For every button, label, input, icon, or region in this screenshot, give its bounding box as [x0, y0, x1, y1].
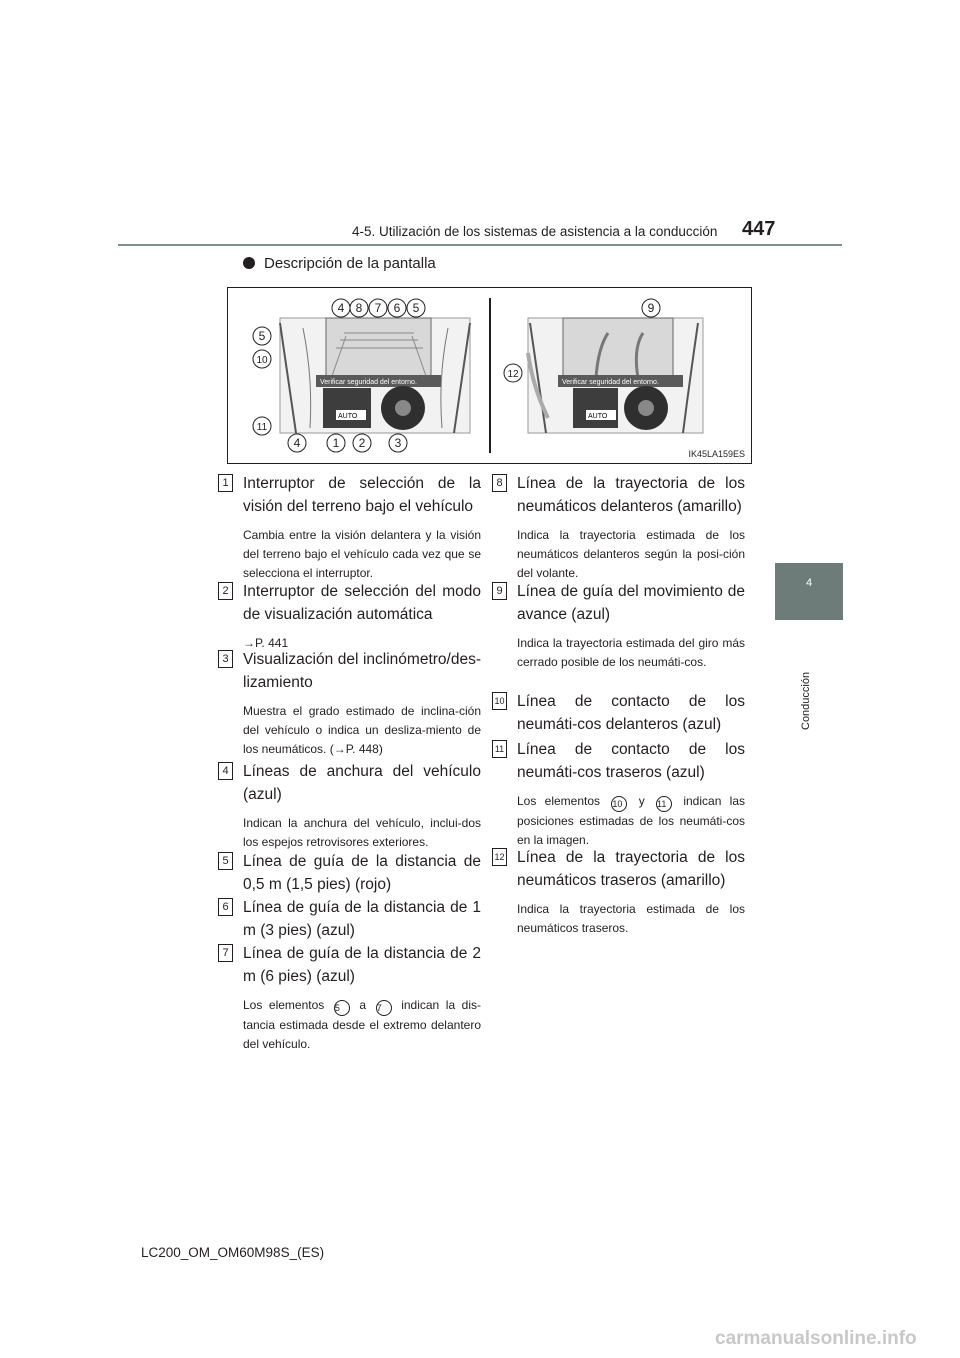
- callout-12: [504, 364, 522, 382]
- callout-10: [253, 350, 271, 368]
- item-2: [222, 580, 481, 653]
- item-9: [496, 580, 745, 672]
- item-5: [222, 850, 481, 896]
- inline-ref-7: 7: [376, 1000, 392, 1016]
- item-title: Línea de contacto de los neumáti-cos traseros (azul): [517, 741, 745, 781]
- chapter-label-text: Conducción: [800, 671, 812, 730]
- item-description: Indica la trayectoria estimada del giro más cerrado posible de los neumáti-cos.: [517, 636, 745, 669]
- item-title: Visualización del inclinómetro/des-lizamiento: [243, 651, 481, 691]
- item-description: Indica la trayectoria estimada de los neumáticos delanteros según la posi-ción del volante.: [517, 528, 745, 580]
- item-title: Línea de la trayectoria de los neumáticos delanteros (amarillo): [517, 475, 745, 515]
- svg-text:4: 4: [293, 436, 301, 450]
- right-screen-view: [528, 318, 703, 433]
- page-number: 447: [742, 218, 776, 240]
- chapter-tab: 4: [775, 563, 843, 620]
- header-divider: [118, 244, 842, 246]
- item-1: [222, 472, 481, 583]
- item-number: 2: [218, 582, 233, 600]
- item-10: [494, 690, 745, 736]
- desc-text: a: [359, 998, 367, 1012]
- left-screen-view: [280, 318, 470, 433]
- left-screen-message: Verificar seguridad del entorno.: [320, 379, 417, 386]
- bullet-title: Descripción de la pantalla: [264, 255, 436, 272]
- item-8: [496, 472, 745, 583]
- screen-figure: [227, 287, 752, 464]
- callout-3: [389, 434, 407, 452]
- figure-code: IK45LA159ES: [688, 449, 745, 459]
- svg-text:3: 3: [394, 436, 402, 450]
- svg-text:2: 2: [358, 436, 366, 450]
- item-number: 6: [218, 898, 233, 916]
- svg-text:6: 6: [393, 301, 401, 315]
- callout-4-top: [332, 299, 350, 317]
- callout-6: [388, 299, 406, 317]
- item-description: Indican la anchura del vehículo, inclui-dos los espejos retrovisores exteriores.: [243, 816, 481, 849]
- callout-9: [642, 299, 660, 317]
- item-description: Cambia entre la visión delantera y la visión del terreno bajo el vehículo cada vez que se selecciona el interruptor.: [243, 528, 481, 580]
- right-screen-message: Verificar seguridad del entorno.: [562, 379, 659, 386]
- screen-illustration: [228, 288, 751, 463]
- item-number: 3: [218, 650, 233, 668]
- callout-5-side: [253, 327, 271, 345]
- desc-text: Los elementos: [517, 794, 601, 808]
- item-title: Línea de contacto de los neumáti-cos delanteros (azul): [517, 693, 745, 733]
- callout-1: [327, 434, 345, 452]
- inline-ref-5: 5: [334, 1000, 350, 1016]
- item-description: [243, 996, 481, 1054]
- item-title: Líneas de anchura del vehículo (azul): [243, 763, 481, 803]
- item-number: 12: [492, 848, 507, 866]
- callout-4-bottom: [288, 434, 306, 452]
- svg-text:5: 5: [258, 329, 266, 343]
- svg-text:4: 4: [337, 301, 345, 315]
- desc-text: indican la dis-tancia estimada desde el extremo delantero del vehículo.: [243, 998, 482, 1051]
- item-title: Línea de la trayectoria de los neumáticos traseros (amarillo): [517, 849, 745, 889]
- svg-text:11: 11: [256, 422, 268, 433]
- item-description: Muestra el grado estimado de inclina-ción del vehículo o indica un desliza-miento de los neumáticos. (→P. 448): [243, 704, 481, 756]
- item-number: 1: [218, 474, 233, 492]
- svg-text:8: 8: [355, 301, 363, 315]
- desc-text: y: [638, 794, 645, 808]
- footer-doc-code: LC200_OM_OM60M98S_(ES): [141, 1245, 325, 1260]
- inline-ref-10: 10: [611, 796, 627, 812]
- svg-text:5: 5: [412, 301, 420, 315]
- item-title: Línea de guía de la distancia de 2 m (6 pies) (azul): [243, 945, 481, 985]
- item-12: [494, 846, 745, 938]
- callout-5-top: [407, 299, 425, 317]
- item-11: [494, 738, 746, 850]
- item-number: 10: [492, 692, 507, 710]
- callout-7: [369, 299, 387, 317]
- svg-text:9: 9: [647, 301, 655, 315]
- item-description: [517, 792, 745, 850]
- bullet-dot-icon: [243, 257, 255, 269]
- item-number: 11: [492, 740, 507, 758]
- desc-text: Los elementos: [243, 998, 325, 1012]
- svg-text:10: 10: [256, 355, 268, 366]
- item-6: [222, 896, 481, 942]
- svg-text:12: 12: [507, 369, 519, 380]
- watermark[interactable]: carmanualsonline.info: [715, 1328, 917, 1349]
- item-number: 7: [218, 944, 233, 962]
- item-title: Interruptor de selección de la visión del terreno bajo el vehículo: [243, 475, 481, 515]
- item-4: [222, 760, 481, 852]
- right-auto-label: AUTO: [588, 413, 608, 420]
- item-description: Indica la trayectoria estimada de los neumáticos traseros.: [517, 902, 745, 935]
- callout-8: [350, 299, 368, 317]
- item-title: Línea de guía del movimiento de avance (azul): [517, 583, 745, 623]
- item-title: Línea de guía de la distancia de 1 m (3 pies) (azul): [243, 899, 481, 939]
- item-3: [222, 648, 481, 759]
- item-number: 4: [218, 762, 233, 780]
- section-header: 4-5. Utilización de los sistemas de asistencia a la conducción: [352, 224, 718, 239]
- svg-text:7: 7: [374, 301, 382, 315]
- callout-11: [253, 417, 271, 435]
- item-title: Interruptor de selección del modo de visualización automática: [243, 583, 481, 623]
- chapter-label: [800, 640, 816, 730]
- section-bullet: [243, 255, 436, 272]
- item-title: Línea de guía de la distancia de 0,5 m (1,5 pies) (rojo): [243, 853, 481, 893]
- item-number: 8: [492, 474, 507, 492]
- svg-text:1: 1: [332, 436, 340, 450]
- inline-ref-11: 11: [656, 796, 672, 812]
- item-description: →P. 441: [243, 636, 289, 650]
- callout-2: [353, 434, 371, 452]
- left-auto-label: AUTO: [338, 413, 358, 420]
- desc-text: indican las posiciones estimadas de los neumáti-cos en la imagen.: [517, 794, 746, 847]
- item-7: [222, 942, 482, 1054]
- item-number: 9: [492, 582, 507, 600]
- item-number: 5: [218, 852, 233, 870]
